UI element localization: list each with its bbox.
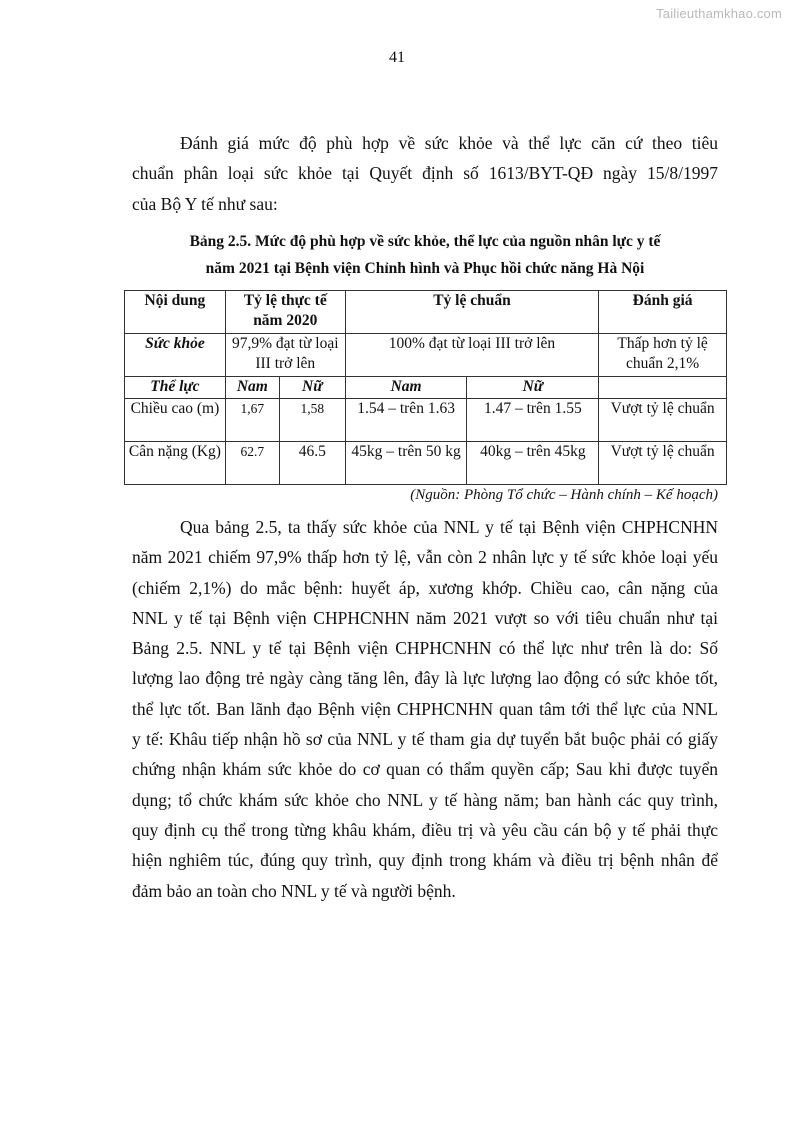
- standard-female-header: Nữ: [467, 377, 599, 399]
- male-value: 1,67: [225, 399, 279, 442]
- table-row: [125, 399, 727, 442]
- watermark: Tailieuthamkhao.com: [656, 6, 782, 21]
- male-value: 62.7: [225, 442, 279, 485]
- row-assessment: Vượt tỷ lệ chuẩn: [599, 399, 727, 442]
- body-paragraph: [132, 512, 718, 906]
- body-line: NNL y tế tại Bệnh viện CHPHCNHN năm 2021 vượt so với tiêu chuẩn như tại: [132, 607, 718, 628]
- body-line: lượng lao động trẻ ngày càng tăng lên, đây là lực lượng lao động có sức khỏe tốt,: [132, 668, 718, 689]
- page-number: 41: [389, 49, 405, 66]
- intro-line: của Bộ Y tế như sau:: [132, 193, 278, 214]
- table-caption-line: năm 2021 tại Bệnh viện Chỉnh hình và Phục hồi chức năng Hà Nội: [205, 260, 645, 277]
- female-value: 1,58: [279, 399, 345, 442]
- female-value: 46.5: [279, 442, 345, 485]
- fitness-female-header: Nữ: [279, 377, 345, 399]
- row-label: Chiều cao (m): [125, 399, 226, 442]
- header-standard-rate: Tỷ lệ chuẩn: [345, 291, 599, 334]
- standard-male-value: 45kg – trên 50 kg: [345, 442, 467, 485]
- body-line: Bảng 2.5. NNL y tế tại Bệnh viện CHPHCNHN có thể lực như trên là do: Số: [132, 638, 718, 659]
- body-line: chứng nhận khám sức khỏe do cơ quan có thẩm quyền cấp; Sau khi được tuyển: [132, 759, 718, 780]
- standard-female-value: 40kg – trên 45kg: [467, 442, 599, 485]
- health-actual: 97,9% đạt từ loại III trở lên: [225, 334, 345, 377]
- standard-male-header: Nam: [345, 377, 467, 399]
- table-header-row: [125, 291, 727, 334]
- intro-line: Đánh giá mức độ phù hợp về sức khỏe và thể lực căn cứ theo tiêu: [180, 133, 718, 153]
- row-label: Cân nặng (Kg): [125, 442, 226, 485]
- table-caption: [132, 228, 718, 282]
- health-row: [125, 334, 727, 377]
- fitness-label: Thể lực: [125, 377, 226, 399]
- body-line: hiện nghiêm túc, đúng quy trình, quy định trong khám và điều trị bệnh nhân để: [132, 850, 718, 871]
- table-source: (Nguồn: Phòng Tổ chức – Hành chính – Kế hoạch): [410, 487, 718, 503]
- health-assessment: Thấp hơn tỷ lệ chuẩn 2,1%: [599, 334, 727, 377]
- table-caption-line: Bảng 2.5. Mức độ phù hợp về sức khỏe, thể lực của nguồn nhân lực y tế: [189, 233, 661, 250]
- header-content: Nội dung: [125, 291, 226, 334]
- body-line: thể lực tốt. Ban lãnh đạo Bệnh viện CHPHCNHN quan tâm tới thể lực của NNL: [132, 698, 718, 719]
- body-line: năm 2021 chiếm 97,9% thấp hơn tỷ lệ, vẫn còn 2 nhân lực y tế sức khỏe loại yếu: [132, 547, 718, 568]
- body-line: Qua bảng 2.5, ta thấy sức khỏe của NNL y tế tại Bệnh viện CHPHCNHN: [180, 517, 718, 537]
- header-assessment: Đánh giá: [599, 291, 727, 334]
- row-assessment: Vượt tỷ lệ chuẩn: [599, 442, 727, 485]
- health-standard: 100% đạt từ loại III trở lên: [345, 334, 599, 377]
- header-actual-rate: Tỷ lệ thực tế năm 2020: [225, 291, 345, 334]
- table-row: [125, 442, 727, 485]
- standard-male-value: 1.54 – trên 1.63: [345, 399, 467, 442]
- fitness-assessment-blank: [599, 377, 727, 399]
- body-line: y tế: Khâu tiếp nhận hồ sơ của NNL y tế tham gia dự tuyển bắt buộc phải có giấy: [132, 729, 718, 750]
- intro-paragraph: [132, 128, 718, 219]
- health-fitness-table: [124, 290, 727, 485]
- fitness-male-header: Nam: [225, 377, 279, 399]
- standard-female-value: 1.47 – trên 1.55: [467, 399, 599, 442]
- body-line: quy định cụ thể trong từng khâu khám, điều trị và yêu cầu cán bộ y tế phải thực: [132, 819, 718, 840]
- intro-line: chuẩn phân loại sức khỏe tại Quyết định số 1613/BYT-QĐ ngày 15/8/1997: [132, 163, 718, 184]
- body-line: (chiếm 2,1%) do mắc bệnh: huyết áp, xương khớp. Chiều cao, cân nặng của: [132, 577, 718, 598]
- health-label: Sức khỏe: [125, 334, 226, 377]
- fitness-header-row: [125, 377, 727, 399]
- body-line: dụng; tổ chức khám sức khỏe cho NNL y tế hàng năm; ban hành các quy trình,: [132, 789, 718, 810]
- body-line: đảm bảo an toàn cho NNL y tế và người bệnh.: [132, 880, 456, 901]
